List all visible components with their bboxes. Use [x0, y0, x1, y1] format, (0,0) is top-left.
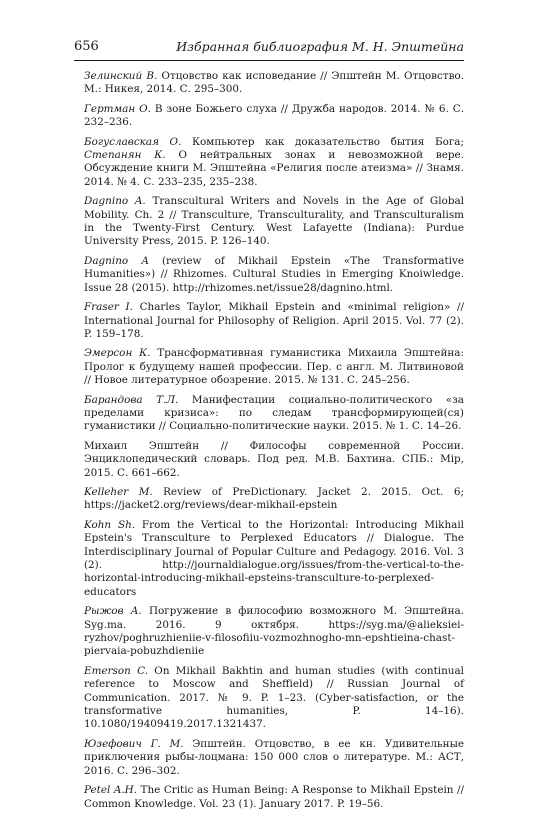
bibliography-entry — [84, 605, 464, 659]
entry-author: Kohn Sh. — [84, 518, 136, 531]
entry-text: Компьютер как доказательство бытия Бога; — [181, 135, 464, 148]
entry-text: From the Vertical to the Horizontal: Introducing Mikhail Epstein's Transculture to Perplexed Educators // Dialogue. The Interdisciplinary Journal of Popular Culture and Pedagogy. 2016. Vol. 3 (2). http://journaldialogue.org/issues/from-the-vertical-to-the-horizontal-introducing-mikhail-epsteins-transculture-to-perplexed-educators — [84, 518, 465, 598]
bibliography-entry — [84, 784, 464, 811]
bibliography-entry — [84, 70, 464, 97]
bibliography-entry — [84, 440, 464, 480]
bibliography-entry — [84, 394, 464, 434]
entry-author: Зелинский В. — [84, 70, 158, 82]
entry-text: Charles Taylor, Mikhail Epstein and «minimal religion» // International Journal for Philosophy of Religion. April 2015. Vol. 77 (2). P. 159–178. — [84, 301, 464, 340]
bibliography-entry — [84, 195, 464, 249]
entry-text: Манифестации социально-политического «за пределами кризиса»: по следам трансформирующей(ся) гуманистики // Социально-политические науки. 2015. № 1. С. 14–26. — [84, 393, 464, 433]
entry-text: The Critic as Human Being: A Response to Mikhail Epstein // Common Knowledge. Vol. 23 (1). January 2017. P. 19–56. — [84, 784, 464, 810]
entry-author: Fraser I. — [84, 301, 133, 314]
running-title: Избранная библиография М. Н. Эпштейна — [176, 39, 464, 54]
bibliography-list — [84, 70, 464, 817]
entry-author: Petel A.H. — [84, 784, 138, 797]
entry-author: Рыжов А. — [84, 605, 142, 618]
entry-author: Dagnino A — [84, 254, 149, 267]
bibliography-entry — [84, 738, 464, 778]
bibliography-entry — [84, 255, 464, 295]
entry-text: О нейтральных зонах и невозможной вере. Обсуждение книги М. Эпштейна «Религия после атеизма» // Знамя. 2014. № 4. С. 233–235, 235–238. — [84, 149, 464, 188]
page-number: 656 — [74, 39, 99, 54]
entry-author: Богуславская О. — [84, 135, 182, 148]
entry-text: On Mikhail Bakhtin and human studies (with continual reference to Moscow and Sheffield) // Russian Journal of Communication. 2017. № 9. P. 1–23. (Cyber-satisfaction, or the transformative humanities, P. 14–16). 10.1080/19409419.2017.1321437. — [84, 664, 464, 731]
bibliography-entry — [84, 103, 464, 130]
entry-text: Михаил Эпштейн // Философы современной России. Энциклопедический словарь. Под ред. М.В. Бахтина. СПБ.: Мiр, 2015. С. 661–662. — [84, 439, 464, 479]
entry-text: Review of PreDictionary. Jacket 2. 2015. Oct. 6; https://jacket2.org/reviews/dear-mikhail-epstein — [84, 485, 464, 512]
entry-author: Emerson C. — [84, 664, 149, 677]
entry-author: Эмерсон К. — [84, 347, 151, 360]
entry-text: Transcultural Writers and Novels in the Age of Global Mobility. Ch. 2 // Transculture, Transculturality, and Transculturalism in the Twenty-First Century. West Lafayette (Indiana): Purdue University Press, 2015. P. 126–140. — [84, 195, 464, 248]
entry-text: (review of Mikhail Epstein «The Transformative Humanities») // Rhizomes. Cultural Studies in Emerging Knoiwledge. Issue 28 (2015). http://rhizomes.net/issue28/dagnino.html. — [84, 254, 464, 294]
entry-text: Эпштейн. Отцовство, в ее кн. Удивительные приключения рыбы-лоцмана: 150 000 слов о литературе. М.: АСТ, 2016. С. 296–302. — [84, 737, 464, 777]
entry-author: Гертман О. — [84, 102, 151, 115]
bibliography-entry — [84, 486, 464, 513]
bibliography-entry — [84, 519, 464, 599]
entry-text: Отцовство как исповедание // Эпштейн М. Отцовство. М.: Никея, 2014. С. 295–300. — [84, 70, 464, 96]
entry-author: Юзефович Г. М. — [84, 737, 184, 750]
entry-author: Dagnino A. — [84, 195, 146, 208]
bibliography-entry — [84, 301, 464, 341]
entry-text: Трансформативная гуманистика Михаила Эпштейна: Пролог к будущему нашей профессии. Пер. с англ. М. Литвиновой // Новое литературное обозрение. 2015. № 131. С. 245–256. — [84, 347, 465, 387]
bibliography-entry — [84, 136, 464, 190]
entry-author: Степанян К. — [84, 149, 166, 162]
bibliography-entry — [84, 665, 464, 732]
entry-text: В зоне Божьего слуха // Дружба народов. 2014. № 6. С. 232–236. — [84, 102, 465, 129]
entry-text: Погружение в философию возможного М. Эпштейна. Syg.ma. 2016. 9 октября. https://syg.ma/@alieksiei-ryzhov/poghruzhieniie-v-filosofiiu-vozmozhnogho-mn-epshtieina-chast-piervaia-pobuzhdieniie — [84, 605, 464, 658]
page-header — [74, 38, 464, 61]
entry-author: Kelleher M. — [84, 485, 153, 498]
entry-author: Барандова Т.Л. — [84, 393, 179, 406]
bibliography-entry — [84, 347, 464, 387]
